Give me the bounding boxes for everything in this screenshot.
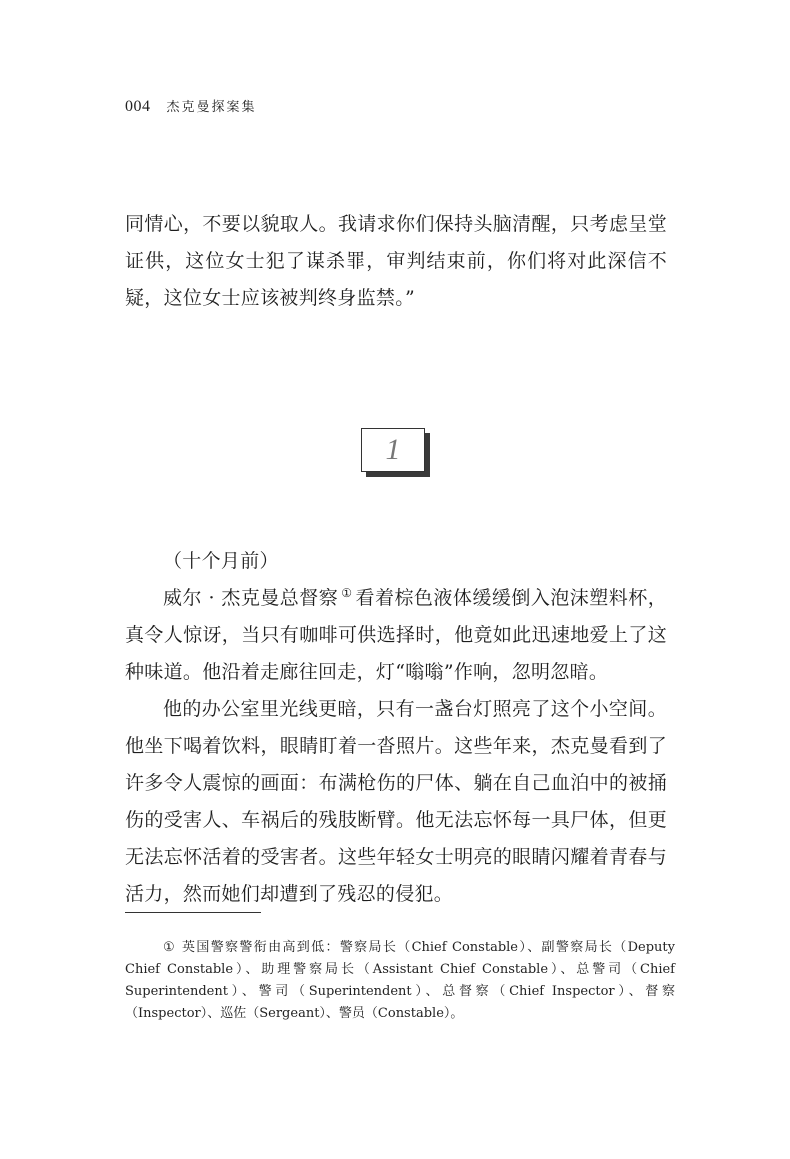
paragraph-1 <box>125 580 667 691</box>
footnote-reference[interactable]: ① <box>341 585 353 600</box>
paragraph-1-rest: 看着棕色液体缓缓倒入泡沫塑料杯，真令人惊讶，当只有咖啡可供选择时，他竟如此迅速地爱上了这种味道。他沿着走廊往回走，灯“嗡嗡”作响，忽明忽暗。 <box>125 587 667 683</box>
chapter-number: 1 <box>385 433 401 466</box>
footnote <box>125 937 675 1025</box>
carryover-text: 同情心，不要以貌取人。我请求你们保持头脑清醒，只考虑呈堂证供，这位女士犯了谋杀罪，审判结束前，你们将对此深信不疑，这位女士应该被判终身监禁。” <box>125 213 667 309</box>
page-number: 004 <box>125 98 151 115</box>
time-note: （十个月前） <box>163 550 279 572</box>
footnote-text: 英国警察警衔由高到低：警察局长（Chief Constable）、副警察局长（Deputy Chief Constable）、助理警察局长（Assistant Chief Constable）、总警司（Chief Superintendent）、警司（Superintendent）、总督察（Chief Inspector）、督察（Inspector）、巡佐（Sergeant）、警员（Constable）。 <box>125 940 676 1021</box>
footnote-mark: ① <box>163 940 177 955</box>
running-header <box>125 96 257 116</box>
book-title: 杰克曼探案集 <box>166 100 257 115</box>
paragraph-2: 他的办公室里光线更暗，只有一盏台灯照亮了这个小空间。他坐下喝着饮料，眼睛盯着一沓照片。这些年来，杰克曼看到了许多令人震惊的画面：布满枪伤的尸体、躺在自己血泊中的被捅伤的受害人、车祸后的残肢断臂。他无法忘怀每一具尸体，但更无法忘怀活着的受害者。这些年轻女士明亮的眼睛闪耀着青春与活力，然而她们却遭到了残忍的侵犯。 <box>125 698 667 905</box>
chapter-number-box <box>361 428 425 472</box>
paragraph-1-start: 威尔 · 杰克曼总督察 <box>163 587 339 609</box>
chapter-body <box>125 543 667 913</box>
carryover-paragraph <box>125 206 667 317</box>
footnote-divider <box>125 912 261 913</box>
